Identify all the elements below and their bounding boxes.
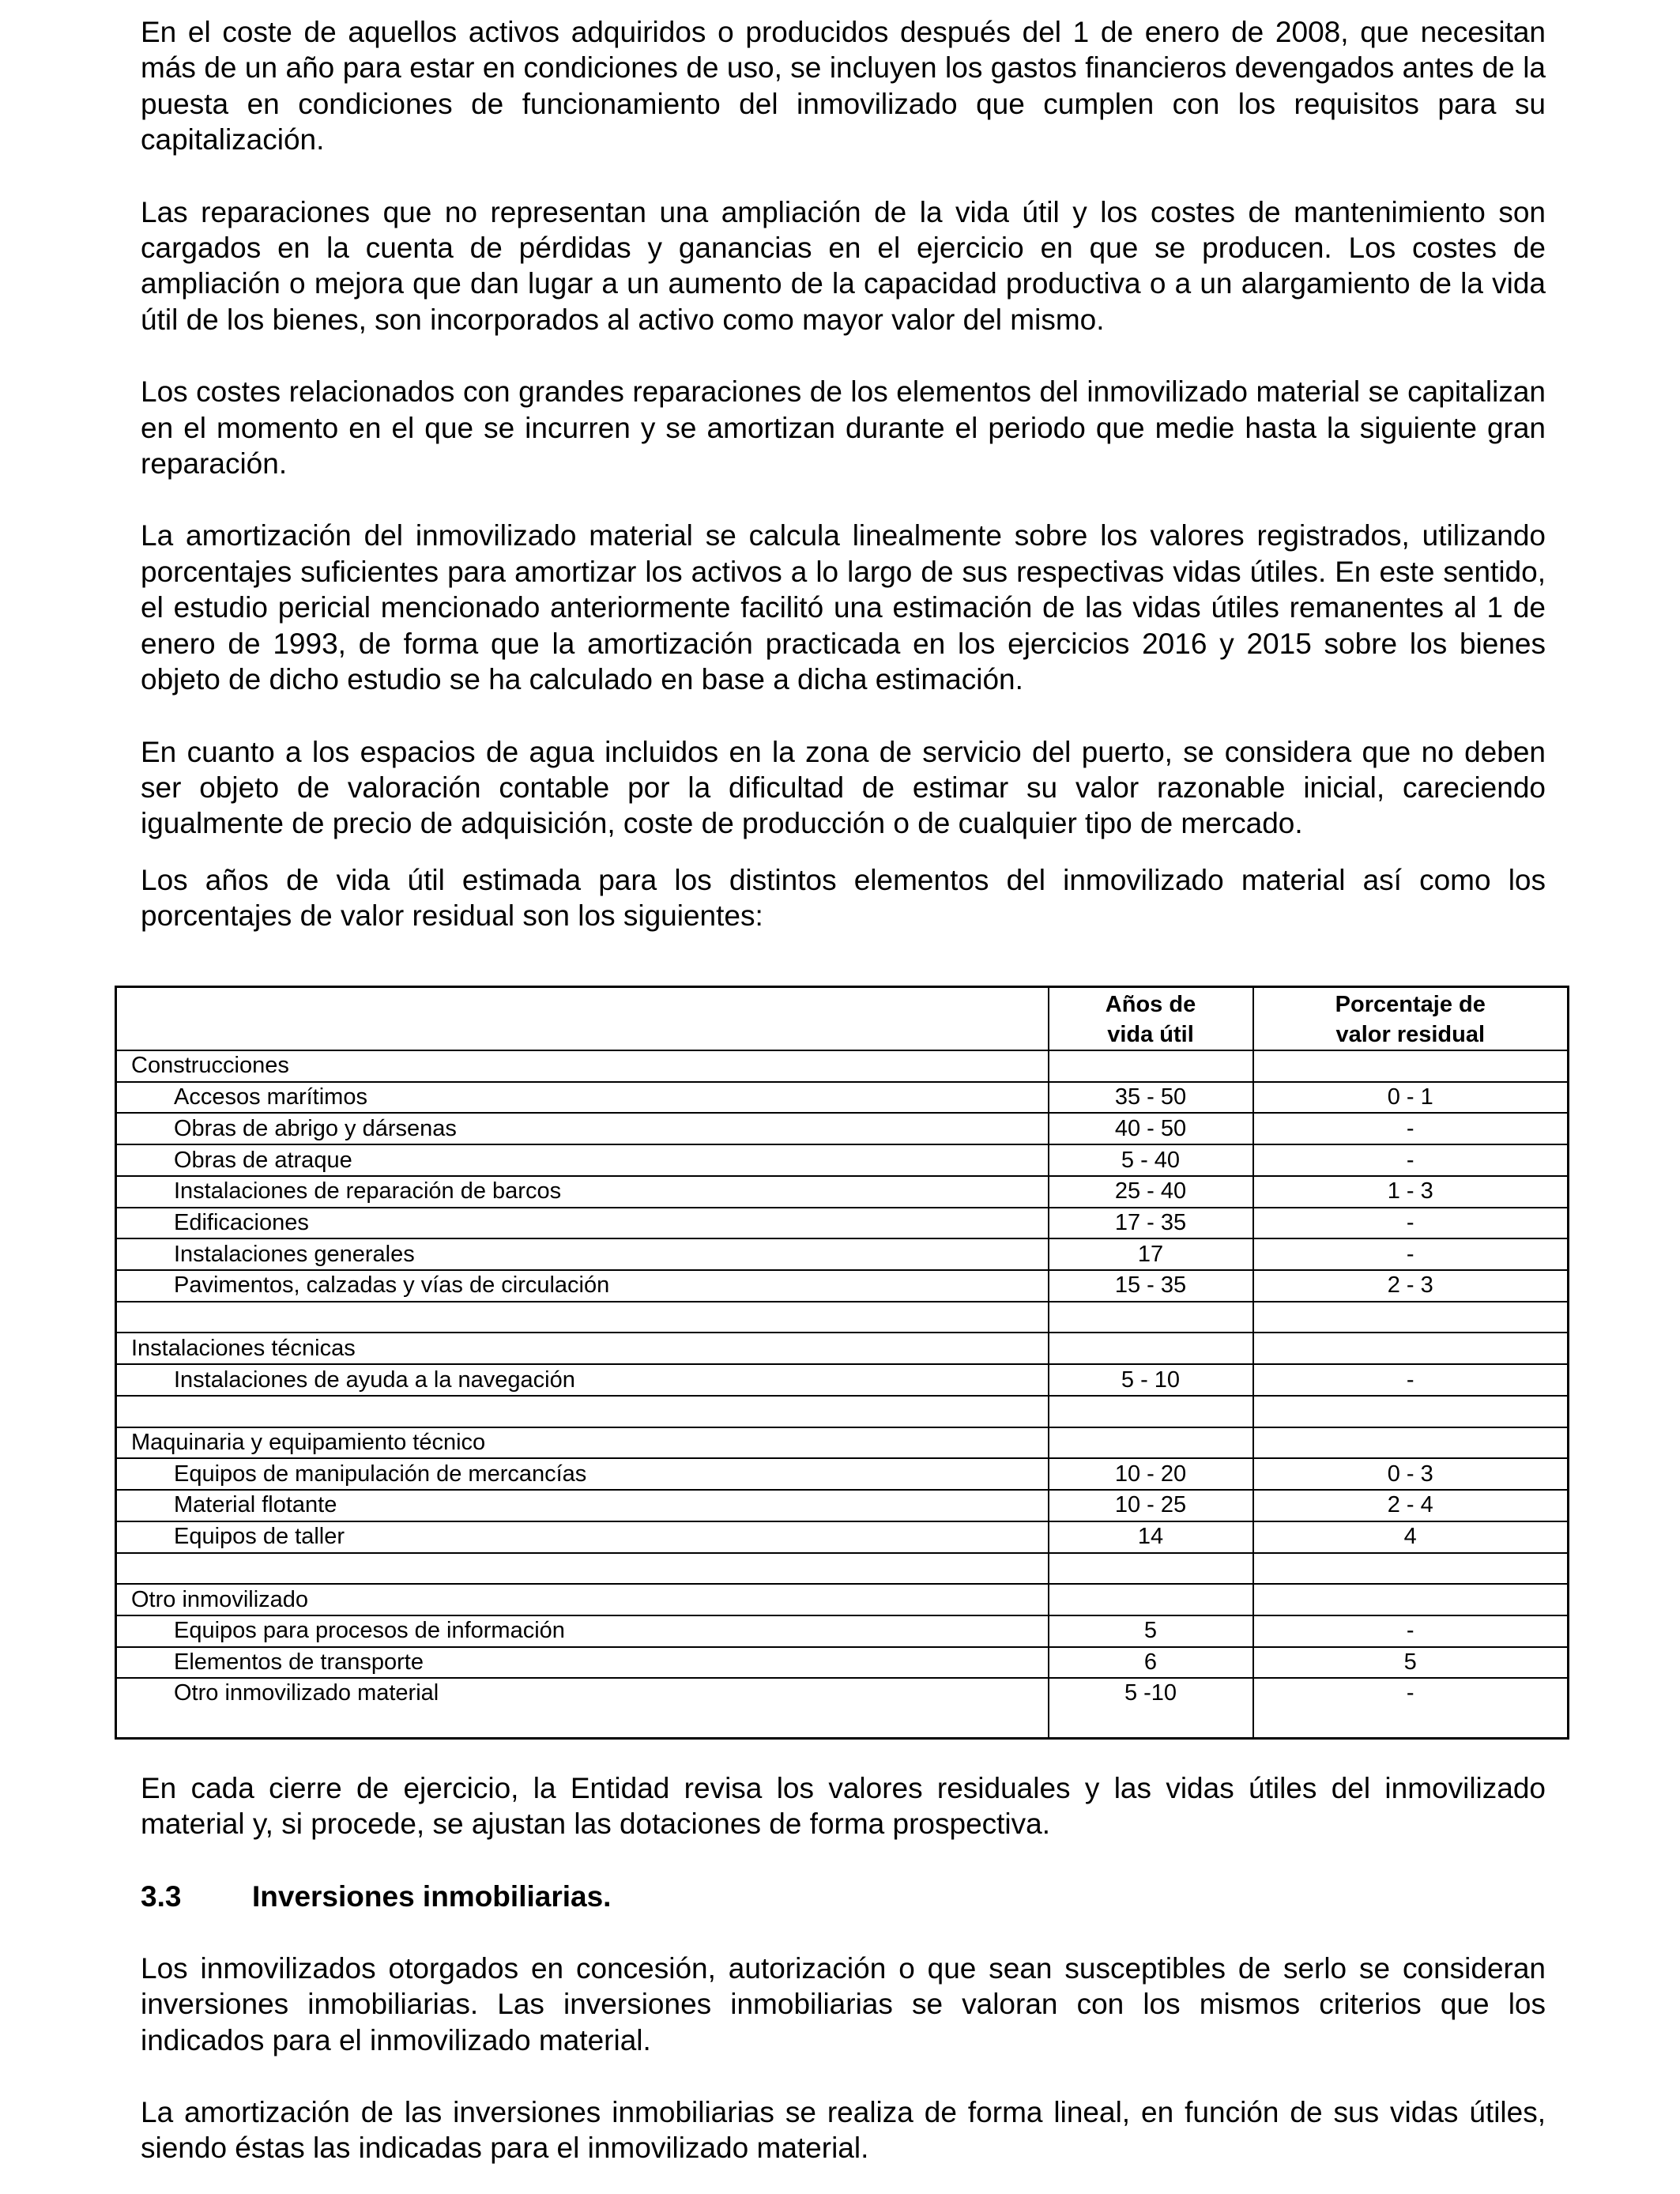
row-residual xyxy=(1253,1553,1569,1585)
header-years-line2: vida útil xyxy=(1107,1022,1194,1047)
section-number: 3.3 xyxy=(141,1879,182,1913)
table-row xyxy=(116,1396,1569,1427)
table-row xyxy=(116,1458,1569,1490)
table-row xyxy=(116,1647,1569,1679)
row-residual xyxy=(1253,1427,1569,1459)
row-years: 15 - 35 xyxy=(1049,1270,1253,1302)
row-years: 10 - 20 xyxy=(1049,1458,1253,1490)
paragraph-real-estate-investments: Los inmovilizados otorgados en concesión, autorización o que sean susceptibles de serlo se consideran inversiones inmobiliarias. Las inversiones inmobiliarias se valoran con los mismos criterios que los indicados para el inmovilizado material. xyxy=(141,1951,1546,2056)
row-years: 17 - 35 xyxy=(1049,1208,1253,1239)
table-row xyxy=(116,1615,1569,1647)
table-row xyxy=(116,1490,1569,1521)
row-years: 10 - 25 xyxy=(1049,1490,1253,1521)
row-label xyxy=(116,1553,1049,1585)
section-title: Inversiones inmobiliarias. xyxy=(252,1879,612,1913)
row-label: Obras de atraque xyxy=(116,1144,1049,1176)
row-years: 5 -10 xyxy=(1049,1678,1253,1738)
row-years: 6 xyxy=(1049,1647,1253,1679)
paragraph-financial-costs: En el coste de aquellos activos adquiridos o producidos después del 1 de enero de 2008, que necesitan más de un año para estar en condiciones de uso, se incluyen los gastos financieros devengados antes de la puesta en condiciones de funcionamiento del inmovilizado que cumplen con los requisitos para su capitalización. xyxy=(141,16,1546,156)
row-residual: 5 xyxy=(1253,1647,1569,1679)
table-row xyxy=(116,1553,1569,1585)
row-years xyxy=(1049,1333,1253,1364)
row-label: Accesos marítimos xyxy=(116,1082,1049,1114)
row-residual: 0 - 1 xyxy=(1253,1082,1569,1114)
row-years: 5 - 10 xyxy=(1049,1364,1253,1396)
row-label: Otro inmovilizado material xyxy=(116,1678,1049,1738)
table-row xyxy=(116,1208,1569,1239)
paragraph-major-repairs: Los costes relacionados con grandes reparaciones de los elementos del inmovilizado material se capitalizan en el momento en el que se incurren y se amortizan durante el periodo que medie hasta la siguiente gran reparación. xyxy=(141,375,1546,481)
row-residual: - xyxy=(1253,1678,1569,1738)
row-label: Equipos de taller xyxy=(116,1521,1049,1553)
row-label: Equipos de manipulación de mercancías xyxy=(116,1458,1049,1490)
row-residual: - xyxy=(1253,1208,1569,1239)
row-residual xyxy=(1253,1302,1569,1333)
paragraph-real-estate-depreciation: La amortización de las inversiones inmobiliarias se realiza de forma lineal, en función de sus vidas útiles, siendo éstas las indicadas para el inmovilizado material. xyxy=(141,2096,1546,2165)
row-label xyxy=(116,1396,1049,1427)
header-years xyxy=(1049,987,1253,1051)
section-heading xyxy=(141,1879,1546,1914)
useful-life-table xyxy=(115,986,1569,1740)
table-row xyxy=(116,1176,1569,1208)
table-row xyxy=(116,1302,1569,1333)
row-residual: - xyxy=(1253,1113,1569,1144)
row-years xyxy=(1049,1553,1253,1585)
row-label: Instalaciones de reparación de barcos xyxy=(116,1176,1049,1208)
paragraph-useful-life-intro: Los años de vida útil estimada para los distintos elementos del inmovilizado material así como los porcentajes de valor residual son los siguientes: xyxy=(141,863,1546,933)
row-label xyxy=(116,1302,1049,1333)
row-years xyxy=(1049,1302,1253,1333)
row-years: 5 - 40 xyxy=(1049,1144,1253,1176)
row-residual: 0 - 3 xyxy=(1253,1458,1569,1490)
header-years-line1: Años de xyxy=(1105,992,1196,1017)
row-residual xyxy=(1253,1396,1569,1427)
row-years: 17 xyxy=(1049,1238,1253,1270)
row-residual: 4 xyxy=(1253,1521,1569,1553)
paragraph-annual-review: En cada cierre de ejercicio, la Entidad revisa los valores residuales y las vidas útiles del inmovilizado material y, si procede, se ajustan las dotaciones de forma prospectiva. xyxy=(141,1772,1546,1841)
table-row xyxy=(116,1584,1569,1615)
row-label: Edificaciones xyxy=(116,1208,1049,1239)
row-residual: 2 - 3 xyxy=(1253,1270,1569,1302)
row-residual: - xyxy=(1253,1238,1569,1270)
paragraph-water-spaces: En cuanto a los espacios de agua incluidos en la zona de servicio del puerto, se considera que no deben ser objeto de valoración contable por la dificultad de estimar su valor razonable inicial, careciendo igualmente de precio de adquisición, coste de producción o de cualquier tipo de mercado. xyxy=(141,735,1546,840)
row-residual xyxy=(1253,1050,1569,1082)
row-label: Instalaciones de ayuda a la navegación xyxy=(116,1364,1049,1396)
table-row xyxy=(116,1113,1569,1144)
row-label: Material flotante xyxy=(116,1490,1049,1521)
row-years: 40 - 50 xyxy=(1049,1113,1253,1144)
row-label: Otro inmovilizado xyxy=(116,1584,1049,1615)
table-row xyxy=(116,1427,1569,1459)
row-label: Instalaciones generales xyxy=(116,1238,1049,1270)
table-row xyxy=(116,1678,1569,1738)
row-residual: - xyxy=(1253,1615,1569,1647)
table-header-row xyxy=(116,987,1569,1051)
row-residual: 1 - 3 xyxy=(1253,1176,1569,1208)
row-residual xyxy=(1253,1333,1569,1364)
header-blank-cell xyxy=(116,987,1049,1051)
row-years: 35 - 50 xyxy=(1049,1082,1253,1114)
table-row xyxy=(116,1238,1569,1270)
row-label: Obras de abrigo y dársenas xyxy=(116,1113,1049,1144)
row-residual xyxy=(1253,1584,1569,1615)
paragraph-depreciation: La amortización del inmovilizado material se calcula linealmente sobre los valores registrados, utilizando porcentajes suficientes para amortizar los activos a lo largo de sus respectivas vidas útiles. En este sentido, el estudio pericial mencionado anteriormente facilitó una estimación de las vidas útiles remanentes al 1 de enero de 1993, de forma que la amortización practicada en los ejercicios 2016 y 2015 sobre los bienes objeto de dicho estudio se ha calculado en base a dicha estimación. xyxy=(141,519,1546,696)
row-residual: 2 - 4 xyxy=(1253,1490,1569,1521)
row-residual: - xyxy=(1253,1144,1569,1176)
table-row xyxy=(116,1144,1569,1176)
table-row xyxy=(116,1270,1569,1302)
row-label: Construcciones xyxy=(116,1050,1049,1082)
header-residual-line2: valor residual xyxy=(1335,1022,1486,1047)
table-row xyxy=(116,1364,1569,1396)
document-body-continued xyxy=(141,1770,1546,2166)
row-label: Maquinaria y equipamiento técnico xyxy=(116,1427,1049,1459)
table-row xyxy=(116,1050,1569,1082)
document-body xyxy=(141,14,1546,934)
row-years: 5 xyxy=(1049,1615,1253,1647)
row-years: 14 xyxy=(1049,1521,1253,1553)
row-residual: - xyxy=(1253,1364,1569,1396)
row-years xyxy=(1049,1050,1253,1082)
table-row xyxy=(116,1333,1569,1364)
row-label: Pavimentos, calzadas y vías de circulación xyxy=(116,1270,1049,1302)
row-years: 25 - 40 xyxy=(1049,1176,1253,1208)
table-row xyxy=(116,1082,1569,1114)
paragraph-repairs: Las reparaciones que no representan una ampliación de la vida útil y los costes de mantenimiento son cargados en la cuenta de pérdidas y ganancias en el ejercicio en que se producen. Los costes de ampliación o mejora que dan lugar a un aumento de la capacidad productiva o a un alargamiento de la vida útil de los bienes, son incorporados al activo como mayor valor del mismo. xyxy=(141,195,1546,336)
row-years xyxy=(1049,1427,1253,1459)
table-row xyxy=(116,1521,1569,1553)
header-residual xyxy=(1253,987,1569,1051)
row-label: Equipos para procesos de información xyxy=(116,1615,1049,1647)
row-years xyxy=(1049,1396,1253,1427)
row-label: Instalaciones técnicas xyxy=(116,1333,1049,1364)
row-years xyxy=(1049,1584,1253,1615)
row-label: Elementos de transporte xyxy=(116,1647,1049,1679)
header-residual-line1: Porcentaje de xyxy=(1335,992,1486,1017)
